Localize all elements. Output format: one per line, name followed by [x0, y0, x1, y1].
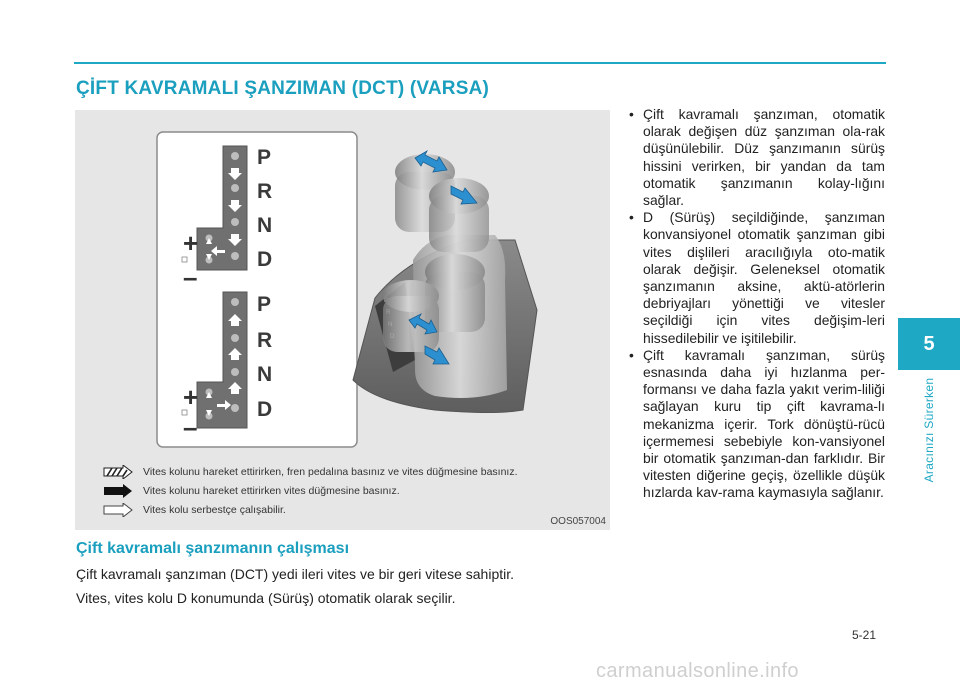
- gear-letter-n: N: [257, 363, 273, 386]
- gear-letter-d: D: [257, 248, 273, 271]
- figure-code: OOS057004: [550, 516, 606, 527]
- legend-item: [103, 462, 603, 481]
- top-rule: [74, 62, 886, 64]
- gear-letter-n: N: [257, 214, 273, 237]
- body-paragraph: Vites, vites kolu D konumunda (Sürüş) otomatik olarak seçilir.: [76, 590, 456, 606]
- page-title: ÇİFT KAVRAMALI ŞANZIMAN (DCT) (VARSA): [76, 78, 490, 99]
- legend-text: Vites kolunu hareket ettirirken vites düğmesine basınız.: [143, 484, 400, 497]
- chapter-tab: 5: [898, 318, 960, 370]
- hatched-arrow-icon: [103, 465, 133, 479]
- minus-sign-upper: –: [183, 262, 198, 292]
- figure-legend: [103, 462, 603, 519]
- gear-letter-r: R: [257, 180, 273, 203]
- plus-sign-lower: +: [183, 382, 199, 412]
- shift-illustration: [75, 110, 610, 460]
- legend-text: Vites kolunu hareket ettirirken, fren pedalına basınız ve vites düğmesine basınız.: [143, 465, 518, 478]
- gear-lever-illustration: [353, 151, 537, 413]
- legend-text: Vites kolu serbestçe çalışabilir.: [143, 503, 286, 516]
- gear-letter-p: P: [257, 293, 272, 316]
- body-paragraph: Çift kavramalı şanzıman (DCT) yedi ileri vites ve bir geri vitese sahiptir.: [76, 566, 515, 582]
- bullet-list: [626, 106, 885, 502]
- gear-letter-d: D: [257, 398, 273, 421]
- shift-pattern-figure: [75, 110, 610, 530]
- watermark: carmanualsonline.info: [596, 660, 799, 682]
- solid-arrow-icon: [103, 484, 133, 498]
- gear-letter-r: R: [257, 329, 273, 352]
- bullet-item: • D (Sürüş) seçildiğinde, şanzıman konvansiyonel otomatik şanzıman gibi vites dişlileri aracılığıyla oto-matik olarak değişir. Geleneksel otomatik şanzımanın aksine, aktü-atörlerin debriyajları yönettiği ve vitesler seçildiği için vites değişim-leri hissedilebilir ve işitilebilir.: [626, 209, 885, 347]
- plus-sign-upper: +: [183, 228, 199, 258]
- shift-pattern-panel: [157, 132, 357, 447]
- section-heading: Çift kavramalı şanzımanın çalışması: [76, 540, 350, 557]
- gear-letter-p: P: [257, 146, 272, 169]
- outline-arrow-icon: [103, 503, 133, 517]
- page-number: 5-21: [852, 628, 877, 642]
- minus-sign-lower: –: [183, 412, 198, 442]
- legend-item: [103, 500, 603, 519]
- chapter-label: Aracınızı Sürerken: [922, 377, 936, 483]
- bullet-item: • Çift kavramalı şanzıman, otomatik olarak değişen düz şanzıman ola-rak düşünülebilir. Düz şanzımanın sürüş hissini verirken, bir yandan da tam otomatik şanzımanın kolay-lığını sağlar.: [626, 106, 885, 209]
- legend-item: [103, 481, 603, 500]
- bullet-item: • Çift kavramalı şanzıman, sürüş esnasında daha iyi hızlanma per-formansı ve daha fazla yakıt verim-liliği sağlayan kuru tip çift kavrama-lı mekanizma içerir. Tork dönüştü-rücü içermemesi sebebiyle kon-vansiyonel bir otomatik şanzıman-dan farklıdır. Bir vitesten diğerine geçiş, özellikle düşük hızlarda kav-rama kaymasıyla sağlanır.: [626, 347, 885, 502]
